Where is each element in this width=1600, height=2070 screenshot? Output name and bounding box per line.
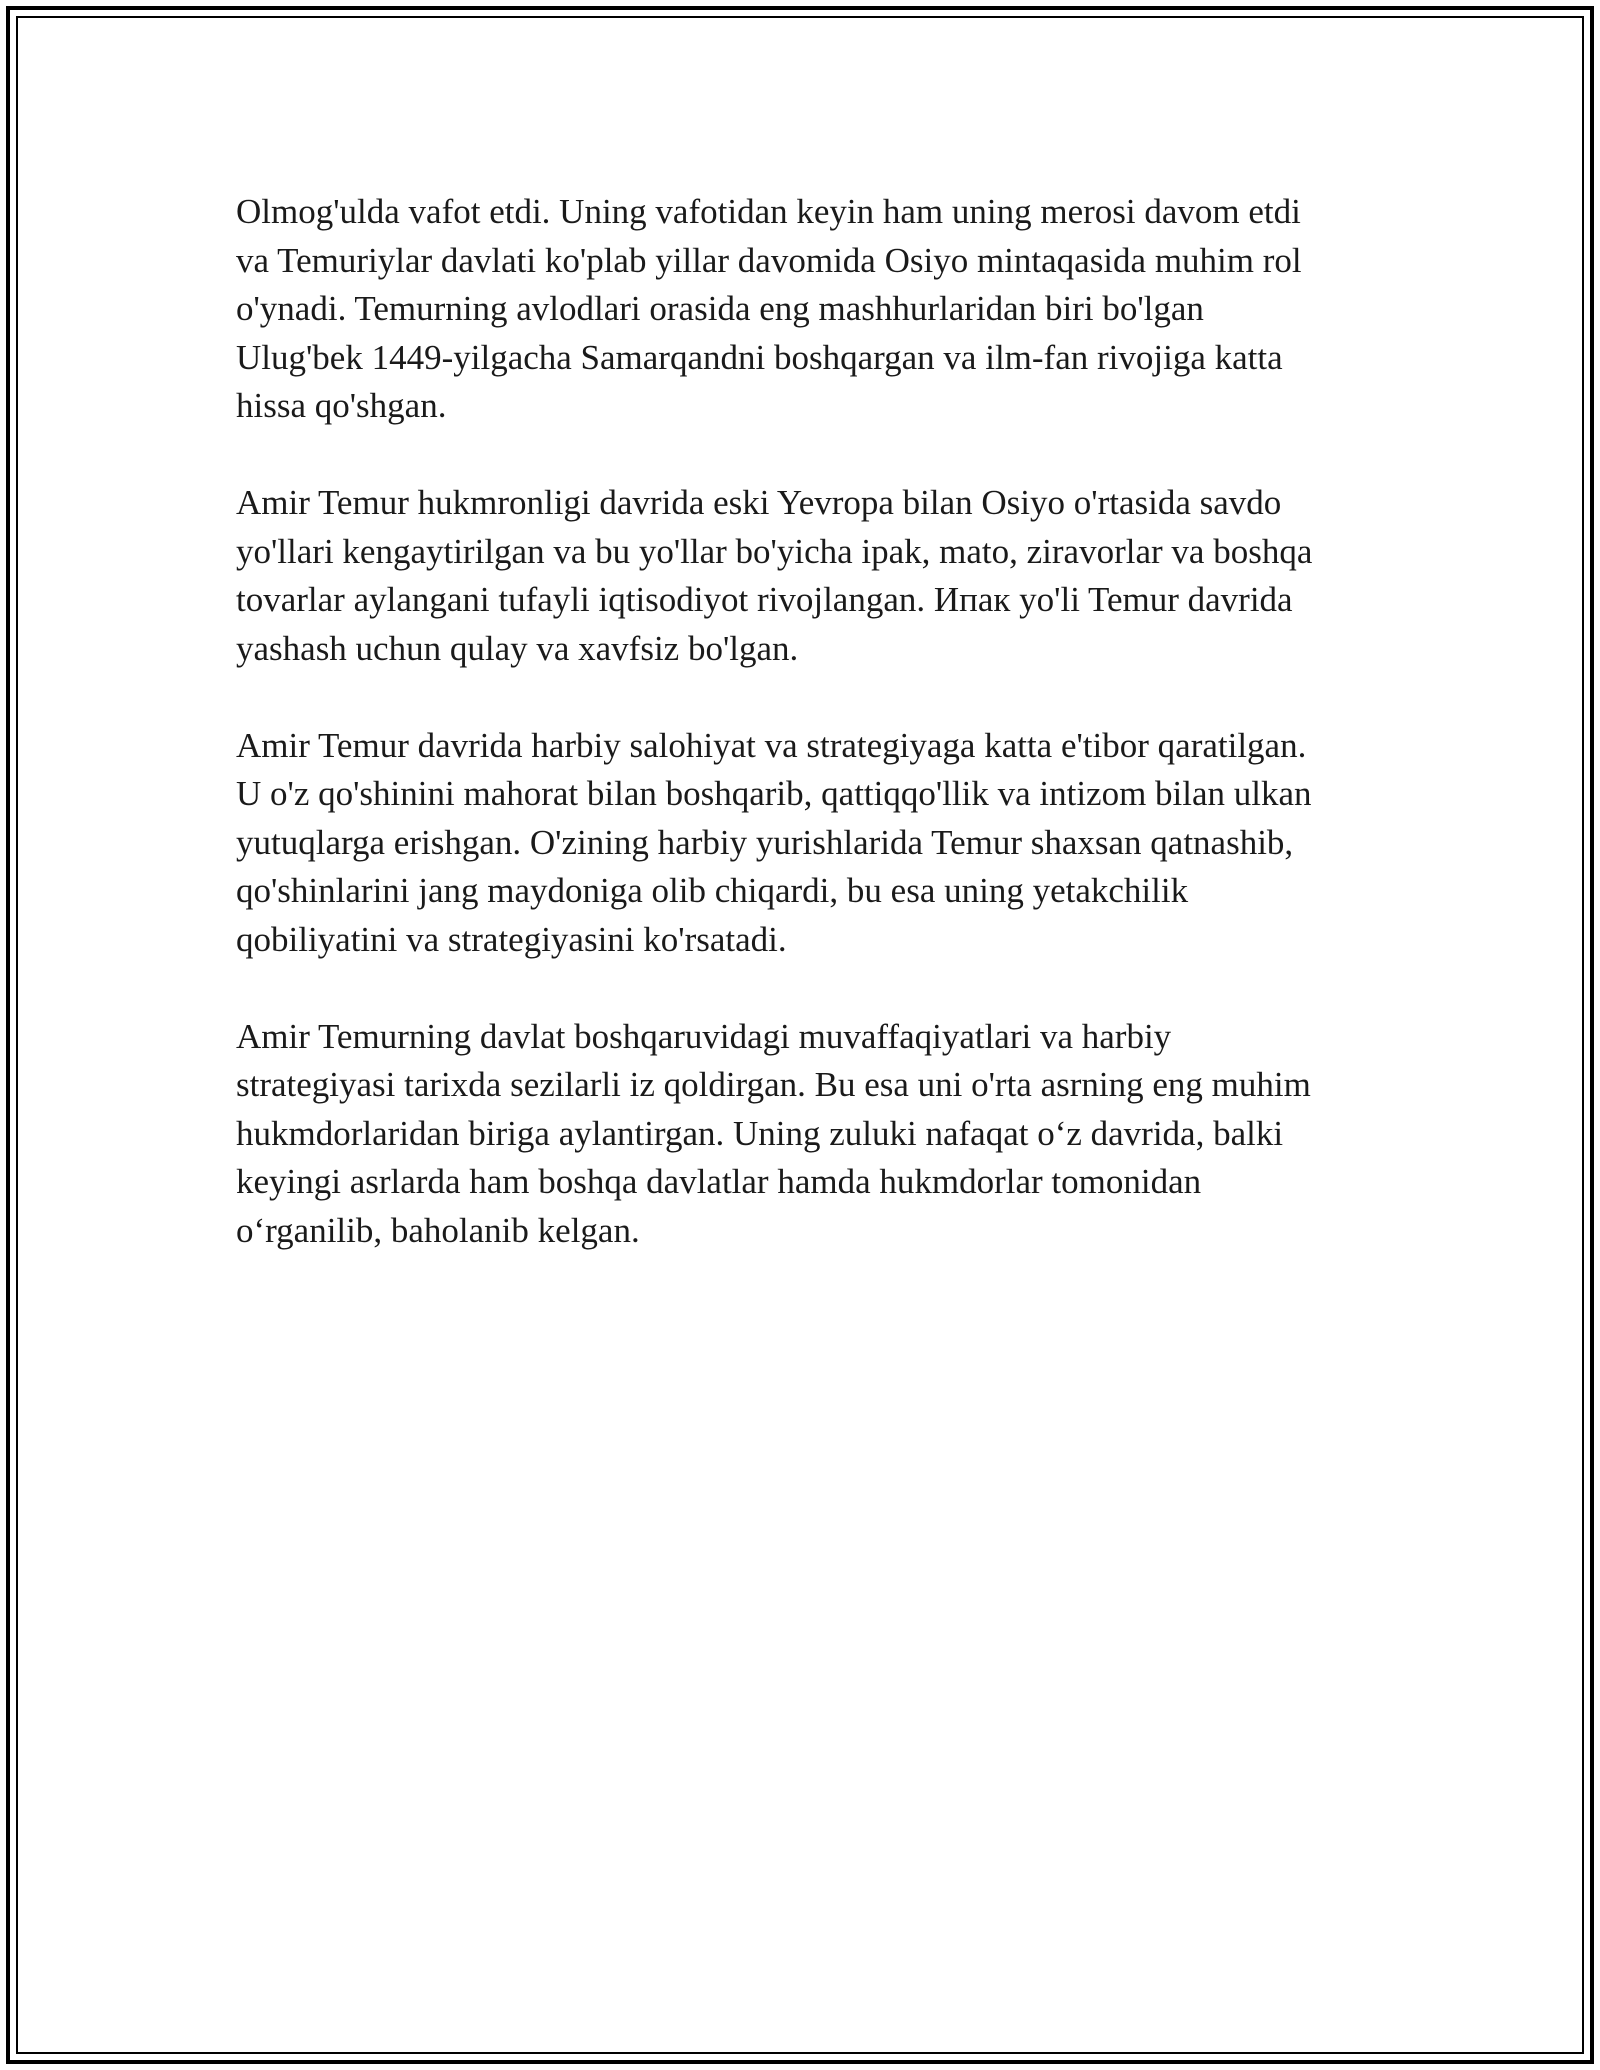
document-body [236, 188, 1376, 1304]
paragraph-death-and-legacy: Olmog'ulda vafot etdi. Uning vafotidan keyin ham uning merosi davom etdi va Temuriylar davlati ko'plab yillar davomida Osiyo mintaqasida muhim rol o'ynadi. Temurning avlodlari orasida eng mashhurlaridan biri bo'lgan Ulug'bek 1449-yilgacha Samarqandni boshqargan va ilm-fan rivojiga katta hissa qo'shgan. [236, 192, 1302, 425]
paragraph-military-strategy: Amir Temur davrida harbiy salohiyat va strategiyaga katta e'tibor qaratilgan. U o'z qo'shinini mahorat bilan boshqarib, qattiqqo'llik va intizom bilan ulkan yutuqlarga erishgan. O'zining harbiy yurishlarida Temur shaxsan qatnashib, qo'shinlarini jang maydoniga olib chiqardi, bu esa uning yetakchilik qobiliyatini va strategiyasini ko'rsatadi. [236, 725, 1312, 959]
paragraph-historical-significance: Amir Temurning davlat boshqaruvidagi muvaffaqiyatlari va harbiy strategiyasi tarixda sezilarli iz qoldirgan. Bu esa uni o'rta asrning eng muhim hukmdorlaridan biriga aylantirgan. Uning zuluki nafaqat oʻz davrida, balki keyingi asrlarda ham boshqa davlatlar hamda hukmdorlar tomonidan oʻrganilib, baholanib kelgan. [236, 1016, 1311, 1250]
paragraph-trade-routes: Amir Temur hukmronligi davrida eski Yevropa bilan Osiyo o'rtasida savdo yo'llari kengaytirilgan va bu yo'llar bo'yicha ipak, mato, ziravorlar va boshqa tovarlar aylangani tufayli iqtisodiyot rivojlangan. Ипак yo'li Temur davrida yashash uchun qulay va xavfsiz bo'lgan. [236, 483, 1313, 668]
